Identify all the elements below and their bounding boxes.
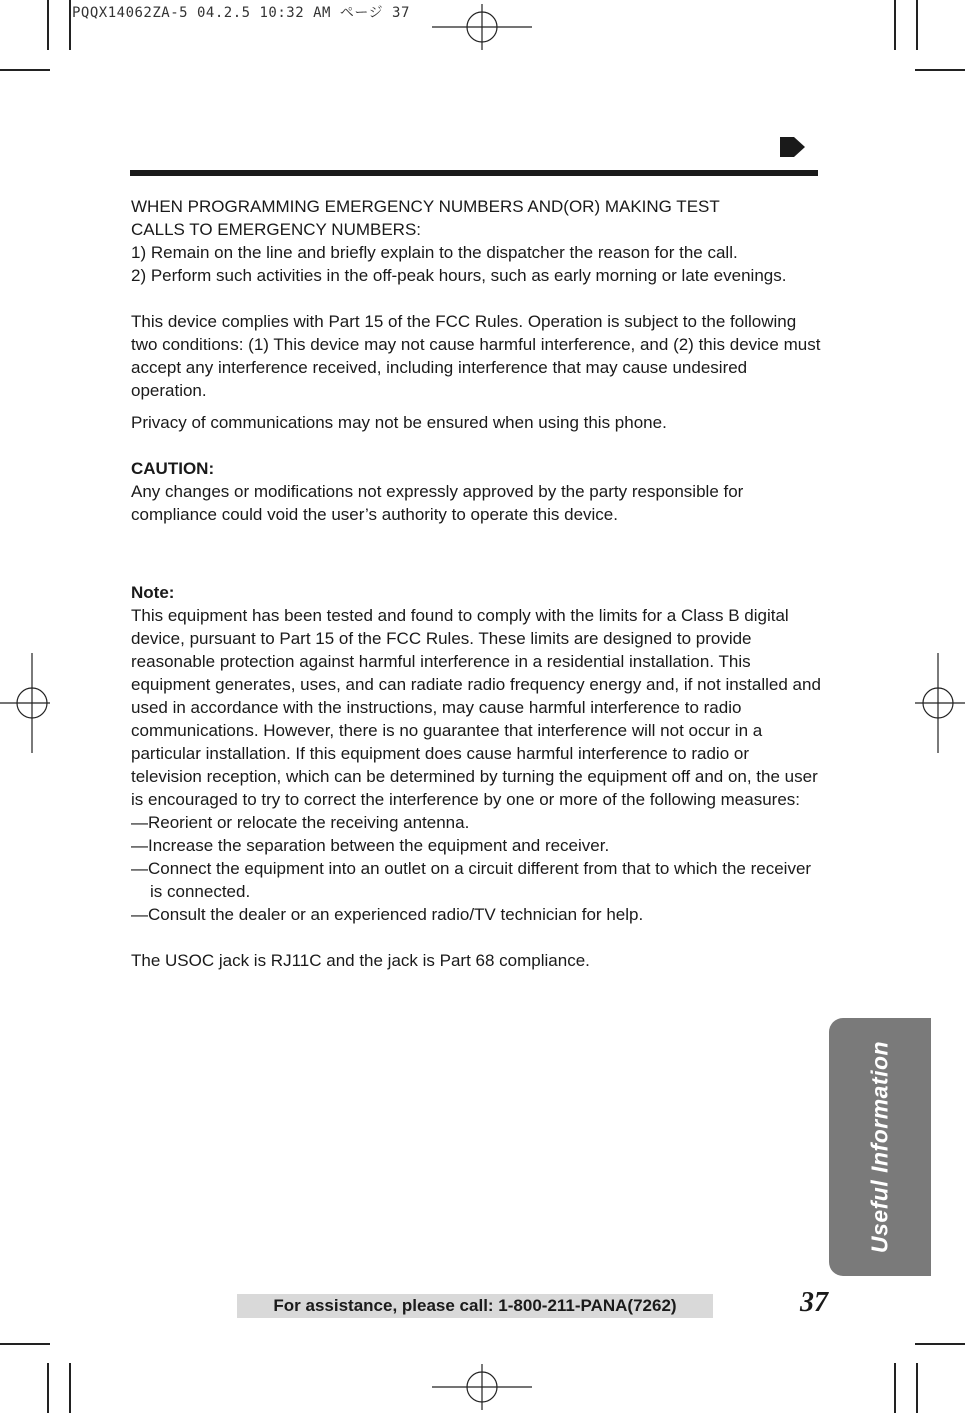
crop-mark — [69, 0, 71, 50]
crop-mark — [894, 1363, 896, 1413]
registration-mark-icon — [432, 1364, 532, 1410]
fcc-part15-paragraph: This device complies with Part 15 of the FCC Rules. Operation is subject to the following two conditions: (1) This device may not cause harmful interference, and (2) this device must accept any interference received, including interference that may cause undesired operation. — [131, 312, 821, 400]
crop-mark — [47, 0, 49, 50]
crop-mark — [47, 1363, 49, 1413]
crop-mark — [915, 69, 965, 71]
note-measure: —Increase the separation between the equipment and receiver. — [131, 836, 610, 855]
crop-mark — [0, 69, 50, 71]
emergency-heading: CALLS TO EMERGENCY NUMBERS: — [131, 220, 422, 239]
section-tab-label: Useful Information — [866, 1040, 893, 1254]
crop-mark — [915, 1343, 965, 1345]
crop-mark — [69, 1363, 71, 1413]
print-header: PQQX14062ZA-5 04.2.5 10:32 AM ページ 37 — [72, 5, 410, 21]
crop-mark — [894, 0, 896, 50]
crop-mark — [916, 1363, 918, 1413]
section-tab — [829, 1018, 931, 1276]
caution-label: CAUTION: — [131, 459, 215, 478]
page-number: 37 — [800, 1287, 828, 1318]
emergency-item: 2) Perform such activities in the off-peak hours, such as early morning or late evenings. — [131, 266, 787, 285]
caution-text: Any changes or modifications not expressly approved by the party responsible for compliance could void the user’s authority to operate this device. — [131, 482, 744, 524]
note-label: Note: — [131, 583, 175, 602]
registration-mark-icon — [915, 653, 965, 753]
usoc-paragraph: The USOC jack is RJ11C and the jack is Part 68 compliance. — [131, 951, 590, 970]
top-rule — [130, 170, 818, 176]
note-measure: —Reorient or relocate the receiving antenna. — [131, 813, 470, 832]
privacy-paragraph: Privacy of communications may not be ensured when using this phone. — [131, 413, 667, 432]
crop-mark — [0, 1343, 50, 1345]
registration-mark-icon — [0, 653, 50, 753]
crop-mark — [916, 0, 918, 50]
note-text: This equipment has been tested and found to comply with the limits for a Class B digital device, pursuant to Part 15 of the FCC Rules. These limits are designed to provide reasonable protection against harmful interference in a residential installation. This equipment generates, uses, and can radiate radio frequency energy and, if not installed and used in accordance with the instructions, may cause harmful interference to radio communications. However, there is no guarantee that interference will not occur in a particular installation. If this equipment does cause harmful interference to radio or television reception, which can be determined by turning the equipment off and on, the user is encouraged to try to correct the interference by one or more of the following measures: — [131, 606, 821, 809]
emergency-heading: WHEN PROGRAMMING EMERGENCY NUMBERS AND(OR) MAKING TEST — [131, 197, 720, 216]
arrow-right-icon — [780, 134, 806, 160]
page-content — [131, 195, 821, 972]
registration-mark-icon — [432, 4, 532, 50]
note-measure: —Consult the dealer or an experienced radio/TV technician for help. — [131, 905, 644, 924]
assistance-banner: For assistance, please call: 1-800-211-PANA(7262) — [237, 1294, 713, 1318]
note-measure: —Connect the equipment into an outlet on a circuit different from that to which the receiver is connected. — [131, 859, 812, 901]
emergency-item: 1) Remain on the line and briefly explain to the dispatcher the reason for the call. — [131, 243, 738, 262]
